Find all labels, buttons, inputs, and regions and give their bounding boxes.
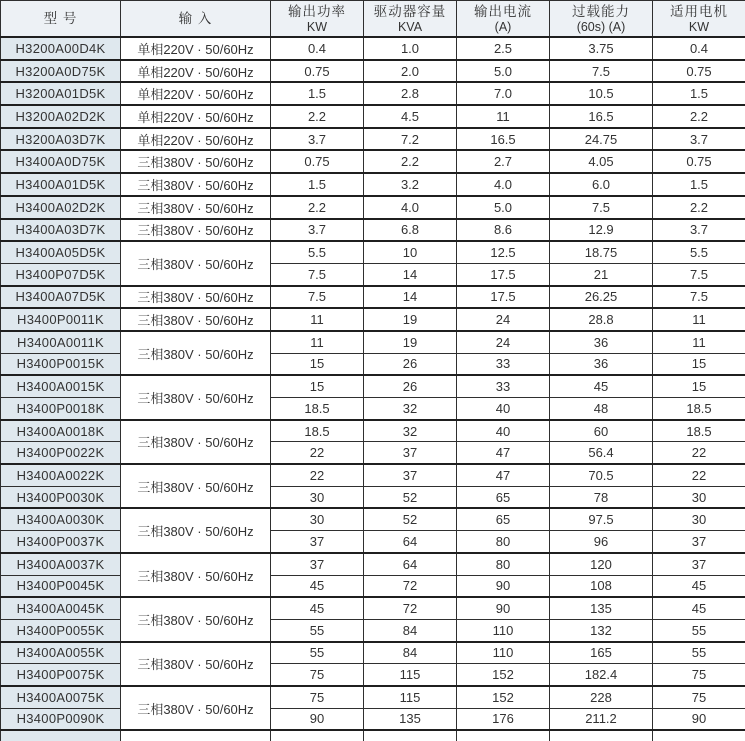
table-row [1,531,745,553]
drive-capacity-cell: 52 [364,486,457,508]
input-cell: 单相220V · 50/60Hz [121,105,271,128]
table-row [1,286,745,309]
output-power-cell: 2.2 [271,105,364,128]
model-cell: H3200A00D4K [1,37,121,60]
overload-cell: 96 [550,531,653,553]
drive-capacity-cell: 2.2 [364,150,457,173]
input-cell: 三相380V · 50/60Hz [121,241,271,285]
column-header-output-current [457,1,550,38]
output-power-cell: 11 [271,308,364,331]
table-body [1,37,745,741]
table-row [1,508,745,530]
drive-capacity-cell: 4.0 [364,196,457,219]
output-power-cell: 3.7 [271,219,364,242]
motor-cell: 2.2 [653,196,745,219]
output-power-cell: 11 [271,331,364,353]
drive-capacity-cell: 32 [364,398,457,420]
drive-capacity-cell: 115 [364,686,457,708]
output-power-cell: 90 [271,708,364,730]
motor-cell: 30 [653,486,745,508]
column-header-sub: KVA [397,20,423,34]
motor-cell: 15 [653,353,745,375]
input-cell: 三相380V · 50/60Hz [121,597,271,641]
model-cell: H3400A0037K [1,553,121,575]
input-cell: 三相380V · 50/60Hz [121,286,271,309]
column-header-overload [550,1,653,38]
overload-cell: 165 [550,642,653,664]
output-current-cell: 176 [457,708,550,730]
drive-capacity-cell: 84 [364,642,457,664]
model-cell: H3400A0D75K [1,150,121,173]
motor-cell: 45 [653,575,745,597]
motor-cell: 75 [653,686,745,708]
column-header-model [1,1,121,38]
model-cell: H3400A0022K [1,464,121,486]
table-row [1,308,745,331]
output-current-cell: 110 [457,642,550,664]
overload-cell: 120 [550,553,653,575]
output-current-cell: 24 [457,308,550,331]
table-row [1,241,745,263]
model-cell: H3400P0011K [1,308,121,331]
motor-cell: 5.5 [653,241,745,263]
model-cell: H3400A0030K [1,508,121,530]
output-power-cell: 7.5 [271,263,364,285]
drive-capacity-cell: 19 [364,331,457,353]
drive-capacity-cell: 84 [364,619,457,641]
table-cell [121,730,271,741]
column-header-sub: (A) [494,20,512,34]
input-cell: 三相380V · 50/60Hz [121,196,271,219]
overload-cell: 36 [550,331,653,353]
drive-capacity-cell: 2.0 [364,60,457,83]
output-power-cell: 37 [271,553,364,575]
table-row [1,105,745,128]
overload-cell: 7.5 [550,196,653,219]
header-row [1,1,745,38]
motor-cell: 7.5 [653,263,745,285]
motor-cell: 18.5 [653,398,745,420]
output-current-cell: 152 [457,686,550,708]
overload-cell: 70.5 [550,464,653,486]
output-power-cell: 18.5 [271,398,364,420]
motor-cell: 7.5 [653,286,745,309]
motor-cell: 15 [653,375,745,397]
model-cell: H3400P0045K [1,575,121,597]
drive-capacity-cell: 37 [364,442,457,464]
input-cell: 三相380V · 50/60Hz [121,308,271,331]
table-row [1,464,745,486]
table-row [1,353,745,375]
table-cell [271,730,364,741]
motor-cell: 22 [653,464,745,486]
output-current-cell: 2.5 [457,37,550,60]
drive-capacity-cell: 26 [364,375,457,397]
drive-capacity-cell: 1.0 [364,37,457,60]
model-cell: H3400A05D5K [1,241,121,263]
output-power-cell: 45 [271,575,364,597]
output-power-cell: 1.5 [271,82,364,105]
column-header-input [121,1,271,38]
motor-cell: 30 [653,508,745,530]
motor-cell: 0.4 [653,37,745,60]
output-current-cell: 40 [457,398,550,420]
model-cell: H3400A0011K [1,331,121,353]
output-current-cell: 90 [457,597,550,619]
output-current-cell: 16.5 [457,128,550,151]
output-power-cell: 15 [271,375,364,397]
overload-cell: 24.75 [550,128,653,151]
table-row [1,263,745,285]
drive-capacity-cell: 14 [364,286,457,309]
model-cell [1,730,121,741]
input-cell: 三相380V · 50/60Hz [121,464,271,508]
output-current-cell: 110 [457,619,550,641]
motor-cell: 37 [653,531,745,553]
table-row [1,575,745,597]
motor-cell: 75 [653,664,745,686]
output-current-cell: 8.6 [457,219,550,242]
output-current-cell: 12.5 [457,241,550,263]
model-cell: H3400P0037K [1,531,121,553]
column-header-label: 输出功率 [288,4,346,19]
output-power-cell: 1.5 [271,173,364,196]
overload-cell: 12.9 [550,219,653,242]
table-row [1,37,745,60]
overload-cell: 132 [550,619,653,641]
output-current-cell: 65 [457,508,550,530]
column-header-sub: KW [306,20,328,34]
overload-cell: 56.4 [550,442,653,464]
table-row [1,82,745,105]
drive-capacity-cell: 115 [364,664,457,686]
motor-cell: 55 [653,642,745,664]
table-row [1,398,745,420]
input-cell: 三相380V · 50/60Hz [121,173,271,196]
table-row [1,642,745,664]
output-current-cell: 5.0 [457,196,550,219]
table-row [1,128,745,151]
output-power-cell: 22 [271,464,364,486]
partial-row [1,730,745,741]
motor-cell: 1.5 [653,82,745,105]
output-power-cell: 7.5 [271,286,364,309]
table-row [1,442,745,464]
model-cell: H3200A01D5K [1,82,121,105]
model-cell: H3400A03D7K [1,219,121,242]
output-power-cell: 45 [271,597,364,619]
output-power-cell: 55 [271,619,364,641]
output-power-cell: 2.2 [271,196,364,219]
output-current-cell: 47 [457,442,550,464]
model-cell: H3400P0015K [1,353,121,375]
output-power-cell: 3.7 [271,128,364,151]
model-cell: H3400A01D5K [1,173,121,196]
column-header-label: 型 号 [43,11,78,26]
model-cell: H3400A0045K [1,597,121,619]
input-cell: 三相380V · 50/60Hz [121,375,271,419]
motor-cell: 90 [653,708,745,730]
overload-cell: 48 [550,398,653,420]
motor-cell: 11 [653,331,745,353]
drive-capacity-cell: 32 [364,420,457,442]
model-cell: H3400P0090K [1,708,121,730]
input-cell: 三相380V · 50/60Hz [121,331,271,375]
overload-cell: 78 [550,486,653,508]
output-current-cell: 11 [457,105,550,128]
overload-cell: 18.75 [550,241,653,263]
drive-capacity-cell: 72 [364,597,457,619]
output-current-cell: 80 [457,531,550,553]
output-power-cell: 30 [271,486,364,508]
overload-cell: 228 [550,686,653,708]
overload-cell: 6.0 [550,173,653,196]
drive-capacity-cell: 37 [364,464,457,486]
model-cell: H3400P0055K [1,619,121,641]
table-row [1,331,745,353]
motor-cell: 0.75 [653,60,745,83]
motor-cell: 1.5 [653,173,745,196]
input-cell: 单相220V · 50/60Hz [121,128,271,151]
motor-cell: 45 [653,597,745,619]
output-current-cell: 65 [457,486,550,508]
input-cell: 三相380V · 50/60Hz [121,150,271,173]
output-power-cell: 18.5 [271,420,364,442]
overload-cell: 108 [550,575,653,597]
table-header [1,1,745,38]
drive-capacity-cell: 52 [364,508,457,530]
table-row [1,708,745,730]
motor-cell: 55 [653,619,745,641]
column-header-label: 适用电机 [670,4,728,19]
drive-capacity-cell: 14 [364,263,457,285]
output-current-cell: 2.7 [457,150,550,173]
overload-cell: 16.5 [550,105,653,128]
input-cell: 三相380V · 50/60Hz [121,420,271,464]
model-cell: H3400P0022K [1,442,121,464]
drive-capacity-cell: 2.8 [364,82,457,105]
column-header-output-power [271,1,364,38]
column-header-label: 驱动器容量 [373,4,447,19]
drive-capacity-cell: 10 [364,241,457,263]
table-cell [364,730,457,741]
model-cell: H3400P0075K [1,664,121,686]
table-cell [653,730,745,741]
output-current-cell: 80 [457,553,550,575]
overload-cell: 21 [550,263,653,285]
model-cell: H3400A02D2K [1,196,121,219]
table-row [1,173,745,196]
input-cell: 单相220V · 50/60Hz [121,82,271,105]
output-current-cell: 90 [457,575,550,597]
table-row [1,219,745,242]
drive-capacity-cell: 3.2 [364,173,457,196]
model-cell: H3400P0030K [1,486,121,508]
table-row [1,664,745,686]
output-power-cell: 15 [271,353,364,375]
table-row [1,60,745,83]
output-current-cell: 17.5 [457,286,550,309]
output-power-cell: 75 [271,664,364,686]
overload-cell: 10.5 [550,82,653,105]
output-current-cell: 40 [457,420,550,442]
output-current-cell: 4.0 [457,173,550,196]
output-current-cell: 5.0 [457,60,550,83]
table-row [1,619,745,641]
input-cell: 三相380V · 50/60Hz [121,642,271,686]
input-cell: 三相380V · 50/60Hz [121,219,271,242]
motor-cell: 2.2 [653,105,745,128]
drive-capacity-cell: 72 [364,575,457,597]
output-power-cell: 0.75 [271,60,364,83]
model-cell: H3400A0075K [1,686,121,708]
output-power-cell: 75 [271,686,364,708]
drive-capacity-cell: 64 [364,531,457,553]
column-header-label: 输出电流 [474,4,532,19]
overload-cell: 97.5 [550,508,653,530]
overload-cell: 182.4 [550,664,653,686]
output-current-cell: 152 [457,664,550,686]
overload-cell: 28.8 [550,308,653,331]
table-row [1,597,745,619]
output-current-cell: 33 [457,353,550,375]
table-cell [550,730,653,741]
table-row [1,553,745,575]
drive-capacity-cell: 135 [364,708,457,730]
motor-cell: 22 [653,442,745,464]
table-row [1,686,745,708]
output-power-cell: 5.5 [271,241,364,263]
table-row [1,150,745,173]
model-cell: H3200A02D2K [1,105,121,128]
overload-cell: 7.5 [550,60,653,83]
drive-capacity-cell: 4.5 [364,105,457,128]
output-current-cell: 17.5 [457,263,550,285]
output-power-cell: 22 [271,442,364,464]
output-current-cell: 24 [457,331,550,353]
motor-cell: 0.75 [653,150,745,173]
output-power-cell: 0.75 [271,150,364,173]
drive-capacity-cell: 64 [364,553,457,575]
table-cell [457,730,550,741]
overload-cell: 36 [550,353,653,375]
overload-cell: 26.25 [550,286,653,309]
overload-cell: 135 [550,597,653,619]
output-current-cell: 47 [457,464,550,486]
table-row [1,486,745,508]
input-cell: 单相220V · 50/60Hz [121,60,271,83]
model-cell: H3200A0D75K [1,60,121,83]
output-power-cell: 0.4 [271,37,364,60]
table-row [1,196,745,219]
overload-cell: 3.75 [550,37,653,60]
input-cell: 三相380V · 50/60Hz [121,508,271,552]
overload-cell: 45 [550,375,653,397]
motor-cell: 37 [653,553,745,575]
overload-cell: 4.05 [550,150,653,173]
drive-capacity-cell: 7.2 [364,128,457,151]
model-cell: H3400A0055K [1,642,121,664]
input-cell: 单相220V · 50/60Hz [121,37,271,60]
column-header-sub: KW [688,20,710,34]
overload-cell: 60 [550,420,653,442]
column-header-label: 输 入 [178,11,213,26]
motor-cell: 18.5 [653,420,745,442]
column-header-drive-capacity [364,1,457,38]
motor-cell: 3.7 [653,219,745,242]
input-cell: 三相380V · 50/60Hz [121,553,271,597]
drive-capacity-cell: 19 [364,308,457,331]
column-header-motor [653,1,745,38]
output-power-cell: 55 [271,642,364,664]
drive-capacity-cell: 6.8 [364,219,457,242]
model-cell: H3200A03D7K [1,128,121,151]
model-cell: H3400P07D5K [1,263,121,285]
output-current-cell: 7.0 [457,82,550,105]
model-cell: H3400A07D5K [1,286,121,309]
output-power-cell: 37 [271,531,364,553]
output-power-cell: 30 [271,508,364,530]
table-row [1,420,745,442]
model-cell: H3400P0018K [1,398,121,420]
column-header-label: 过载能力 [572,4,630,19]
motor-cell: 3.7 [653,128,745,151]
model-cell: H3400A0015K [1,375,121,397]
drive-capacity-cell: 26 [364,353,457,375]
motor-cell: 11 [653,308,745,331]
output-current-cell: 33 [457,375,550,397]
table-row [1,375,745,397]
model-cell: H3400A0018K [1,420,121,442]
input-cell: 三相380V · 50/60Hz [121,686,271,730]
overload-cell: 211.2 [550,708,653,730]
column-header-sub: (60s) (A) [576,20,626,34]
